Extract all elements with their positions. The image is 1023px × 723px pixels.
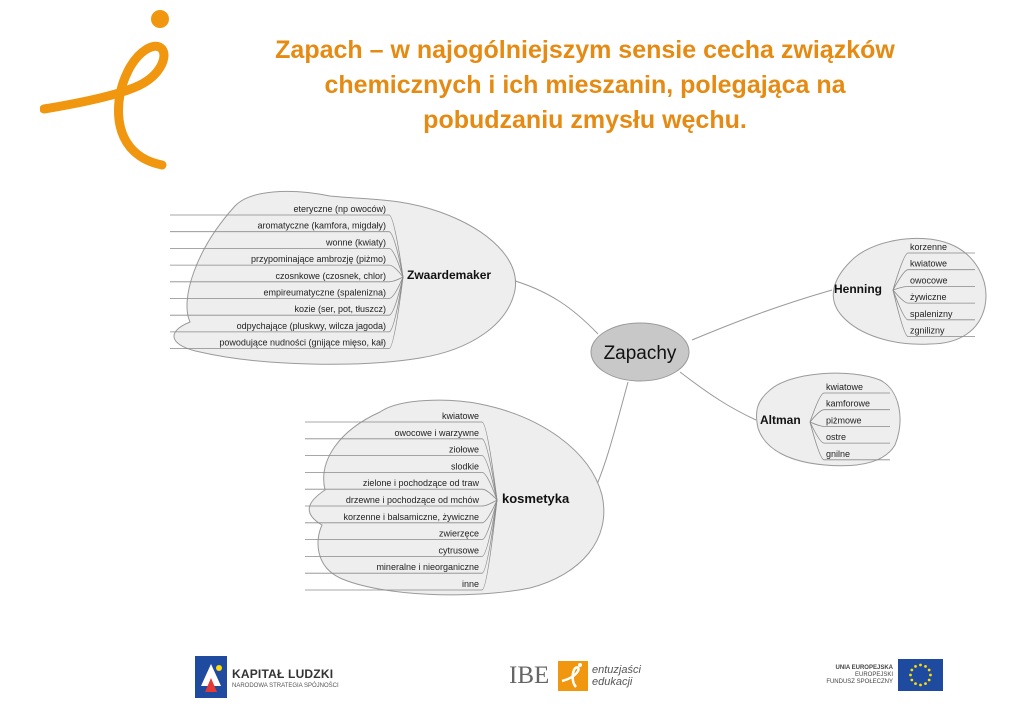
connector-zwaardemaker xyxy=(505,278,598,334)
altman-item[interactable]: gnilne xyxy=(826,448,851,459)
kosmetyka-item[interactable]: drzewne i pochodzące od mchów xyxy=(345,495,479,505)
eu-star-icon xyxy=(914,682,917,685)
eu-star-icon xyxy=(919,684,922,687)
ibe-e-small-icon xyxy=(558,661,588,691)
altman-item[interactable]: kamforowe xyxy=(826,398,871,409)
title-line-2: chemicznych i ich mieszanin, polegająca na xyxy=(324,71,846,99)
henning-item[interactable]: owocowe xyxy=(910,275,948,286)
kosmetyka-item[interactable]: cytrusowe xyxy=(438,545,479,556)
eu-star-icon xyxy=(928,669,931,672)
eu-star-icon xyxy=(909,674,912,677)
zwaardemaker-label[interactable]: Zwaardemaker xyxy=(407,268,492,282)
ent-line-1: entuzjaści xyxy=(592,664,641,676)
eu-star-icon xyxy=(914,665,917,668)
kosmetyka-label[interactable]: kosmetyka xyxy=(502,491,570,506)
eu-star-icon xyxy=(924,682,927,685)
eu-star-icon xyxy=(910,669,913,672)
kosmetyka-item[interactable]: mineralne i nieorganiczne xyxy=(376,562,479,573)
eu-star-icon xyxy=(924,665,927,668)
kosmetyka-item[interactable]: korzenne i balsamiczne, żywiczne xyxy=(343,511,479,522)
henning-item[interactable]: kwiatowe xyxy=(910,258,948,269)
ibe-logo-text: IBE xyxy=(509,662,550,689)
zwaardemaker-item[interactable]: kozie (ser, pot, tłuszcz) xyxy=(294,304,386,315)
zwaardemaker-item[interactable]: wonne (kwiaty) xyxy=(325,237,386,248)
entuzjasci-edukacji xyxy=(592,664,641,688)
kapital-ludzki-icon xyxy=(195,656,227,698)
eu-line-3: FUNDUSZ SPOŁECZNY xyxy=(826,679,893,685)
eu-line-1: UNIA EUROPEJSKA xyxy=(835,665,893,671)
henning-item[interactable]: korzenne xyxy=(910,242,948,252)
ent-line-2: edukacji xyxy=(592,676,633,688)
kosmetyka-item[interactable]: zwierzęce xyxy=(438,528,479,539)
connector-altman xyxy=(680,372,756,420)
henning-item[interactable]: zgnilizny xyxy=(910,325,945,336)
eu-flag-icon xyxy=(898,659,943,691)
altman-label[interactable]: Altman xyxy=(760,413,801,427)
kapital-ludzki-subtitle: NARODOWA STRATEGIA SPÓJNOŚCI xyxy=(232,683,339,689)
zwaardemaker-item[interactable]: aromatyczne (kamfora, migdały) xyxy=(257,220,386,231)
title-line-1: Zapach – w najogólniejszym sensie cecha związków xyxy=(275,36,895,64)
kosmetyka-item[interactable]: kwiatowe xyxy=(441,411,479,421)
zwaardemaker-item[interactable]: eteryczne (np owoców) xyxy=(293,204,386,214)
eu-text xyxy=(826,665,893,686)
kapital-ludzki-title: KAPITAŁ LUDZKI xyxy=(232,667,334,681)
kosmetyka-item[interactable]: owocowe i warzywne xyxy=(394,427,479,438)
eu-star-icon xyxy=(928,679,931,682)
eu-star-icon xyxy=(919,664,922,667)
kosmetyka-item[interactable]: ziołowe xyxy=(448,444,479,455)
zwaardemaker-item[interactable]: czosnkowe (czosnek, chlor) xyxy=(275,270,386,281)
kosmetyka-item[interactable]: slodkie xyxy=(450,461,479,472)
center-label: Zapachy xyxy=(603,343,677,364)
altman-item[interactable]: ostre xyxy=(826,432,847,443)
zwaardemaker-item[interactable]: odpychające (pluskwy, wilcza jagoda) xyxy=(236,320,386,331)
eu-star-icon xyxy=(910,679,913,682)
henning-label[interactable]: Henning xyxy=(834,282,882,296)
eu-star-icon xyxy=(929,674,932,677)
kosmetyka-item[interactable]: zielone i pochodzące od traw xyxy=(362,478,479,489)
eu-line-2: EUROPEJSKI xyxy=(854,672,893,678)
connector-henning xyxy=(692,290,832,340)
kosmetyka-item[interactable]: inne xyxy=(461,579,479,589)
henning-item[interactable]: spaleniznу xyxy=(910,308,953,319)
zwaardemaker-item[interactable]: empireumatyczne (spalenizna) xyxy=(263,287,386,298)
title-line-3: pobudzaniu zmysłu węchu. xyxy=(423,106,747,134)
altman-item[interactable]: piżmowe xyxy=(826,415,862,426)
zwaardemaker-item[interactable]: przypominające ambrozję (piżmo) xyxy=(250,254,386,265)
henning-item[interactable]: żywiczne xyxy=(910,292,947,303)
zwaardemaker-item[interactable]: powodujące nudności (gnijące mięso, kał) xyxy=(219,337,386,348)
altman-item[interactable]: kwiatowe xyxy=(826,382,864,392)
